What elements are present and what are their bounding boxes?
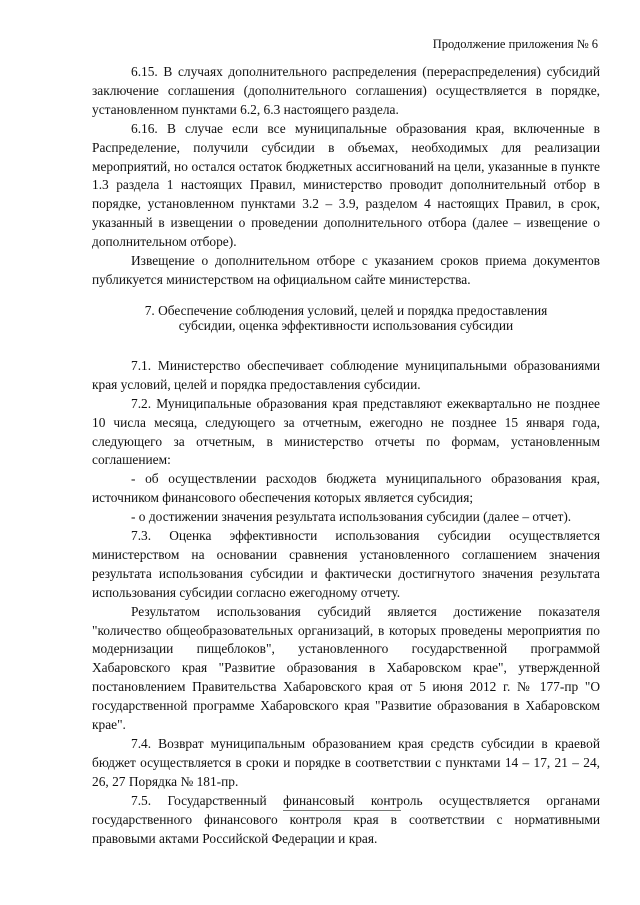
section-heading-line-2: субсидии, оценка эффективности использования субсидии — [178, 317, 514, 333]
end-divider — [283, 810, 401, 811]
paragraph-7-5: 7.5. Государственный финансовый контроль осуществляется органами государственного финансового контроля края в соответствии с нормативными правовыми актами Российской Федерации и края. — [92, 792, 600, 846]
paragraph-6-16: 6.16. В случае если все муниципальные образования края, включенные в Распределение, получили субсидии в объемах, необходимых для реализации мероприятий, но остался остаток бюджетных ассигнований на цели, указанные в пункте 1.3 раздела 1 настоящих Правил, министерство проводит дополнительный отбор в порядке, установленном пунктами 3.2 – 3.9, разделом 4 настоящих Правил, в срок, указанный в извещении о проведении дополнительного отбора (далее – извещение о дополнительном отборе). — [92, 120, 600, 250]
document-body — [92, 63, 600, 848]
section-7-heading — [92, 303, 600, 333]
paragraph-result: Результатом использования субсидий является достижение показателя "количество общеобразовательных организаций, в которых проведены мероприятия по модернизации пищеблоков", установленного государственной программой Хабаровского края "Развитие образования в Хабаровском крае", утвержденной постановлением Правительства Хабаровского края от 5 июня 2012 г. № 177-пр "О государственной программе Хабаровского края "Развитие образования в Хабаровском крае". — [92, 603, 600, 733]
paragraph-7-3: 7.3. Оценка эффективности использования субсидии осуществляется министерством на основании сравнения установленного соглашением значения результата использования субсидии и фактически достигнутого значения результата использования субсидии согласно ежегодному отчету. — [92, 528, 600, 600]
paragraph-7-2-item-1: - об осуществлении расходов бюджета муниципального образования края, источником финансового обеспечения которых является субсидия; — [92, 471, 600, 506]
paragraph-7-1: 7.1. Министерство обеспечивает соблюдение муниципальными образованиями края условий, целей и порядка предоставления субсидии. — [92, 357, 600, 392]
paragraph-7-2-item-2: - о достижении значения результата использования субсидии (далее – отчет). — [131, 509, 572, 525]
paragraph-6-15: 6.15. В случаях дополнительного распределения (перераспределения) субсидий заключение соглашения (дополнительного соглашения) осуществляется в порядке, установленном пунктами 6.2, 6.3 настоящего раздела. — [92, 64, 600, 117]
page-header: Продолжение приложения № 6 — [432, 37, 598, 51]
section-heading-line-1: 7. Обеспечение соблюдения условий, целей и порядка предоставления — [144, 302, 548, 318]
paragraph-notice: Извещение о дополнительном отборе с указанием сроков приема документов публикуется министерством на официальном сайте министерства. — [92, 253, 600, 287]
paragraph-7-2: 7.2. Муниципальные образования края представляют ежеквартально не позднее 10 числа месяца, следующего за отчетным, ежегодно не позднее 15 января года, следующего за отчетным, в министерство отчеты по формам, установленным соглашением: — [92, 395, 600, 468]
paragraph-7-4: 7.4. Возврат муниципальным образованием края средств субсидии в краевой бюджет осуществляется в сроки и порядке в соответствии с пунктами 14 – 17, 21 – 24, 26, 27 Порядка № 181-пр. — [92, 736, 600, 789]
